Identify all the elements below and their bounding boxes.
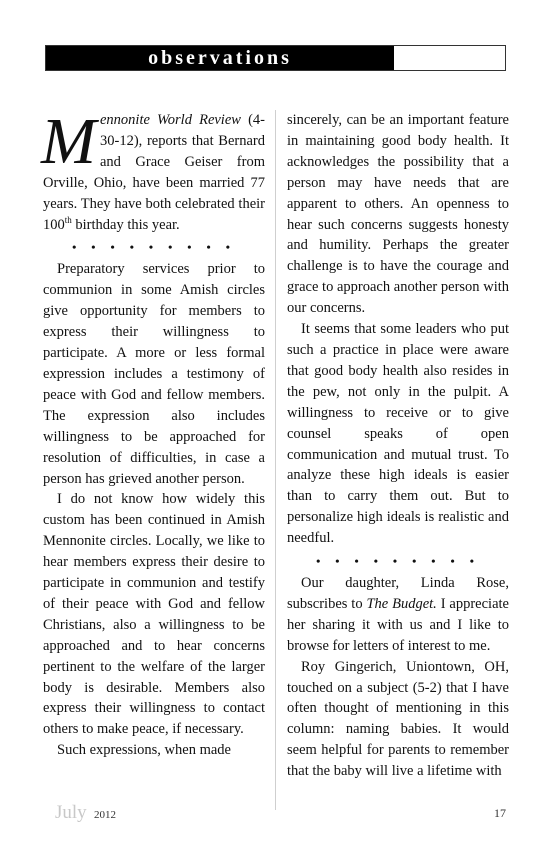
paragraph: Preparatory services prior to communion in some Amish circles give opportunity for members to express their willingness to participate. A more or less formal expression includes a testimony of peace with God and fellow members. The expression also includes willingness to be approached for resolution of difficulties, in case a person has grieved another person.: [43, 261, 265, 487]
right-column: [287, 110, 509, 782]
paragraph-text-end: I appreciate her sharing it with us and I like to browse for letters of interest to me.: [287, 595, 509, 654]
paragraph-intro: [41, 105, 265, 235]
section-separator: • • • • • • • • •: [72, 240, 236, 255]
newspaper-name: The Budget.: [366, 595, 437, 612]
paragraph: Such expressions, when made: [57, 742, 231, 759]
left-column: [41, 105, 265, 761]
footer-month: July: [55, 802, 87, 823]
column-divider: [275, 110, 276, 810]
intro-text: (4-30-12), reports that Bernard and Grace Geiser from Orville, Ohio, have been married 77 years. They have both celebrated their 100: [43, 112, 265, 233]
paragraph: Roy Gingerich, Uniontown, OH, touched on a subject (5-2) that I have often thought of mentioning in this column: naming babies. It would seem helpful for parents to remember that the baby will live a lifetime with: [287, 658, 509, 780]
ordinal-suffix: th: [64, 214, 72, 225]
paragraph: It seems that some leaders who put such a practice in place were aware that good body health also resides in the pew, not only in the pulpit. A willingness to receive or to give counsel speaks of open communication and mutual trust. To analyze these high ideals is easier than to carry them out. But to personalize high ideals is realistic and needful.: [287, 321, 509, 547]
section-title: observations: [46, 46, 394, 70]
intro-text-end: birthday this year.: [71, 216, 180, 233]
paragraph: sincerely, can be an important feature in maintaining good body health. It acknowledges the possibility that a person may have needs that are apparent to others. An openness to hear such concerns suggests honesty and humility. Perhaps the greater challenge is to have the courage and grace to approach another person with our concerns.: [287, 112, 509, 317]
footer-year: 2012: [94, 809, 116, 821]
publication-name: ennonite World Review: [99, 112, 241, 128]
page-number: 17: [494, 806, 506, 820]
section-header: [45, 45, 506, 71]
paragraph: I do not know how widely this custom has been continued in Amish Mennonite circles. Locally, we like to hear members express their desire to participate in communion and testify of their peace with God and fellow Christians, also a willingness to be approached and to hear concerns pertinent to the welfare of the larger body is desirable. Members also express their willingness to contact others to make peace, if necessary.: [43, 491, 265, 738]
paragraph: [287, 573, 509, 657]
paragraph-text: Our daughter, Linda Rose, subscribes to: [287, 575, 509, 612]
drop-cap: M: [41, 105, 96, 178]
section-separator: • • • • • • • • •: [316, 554, 480, 569]
